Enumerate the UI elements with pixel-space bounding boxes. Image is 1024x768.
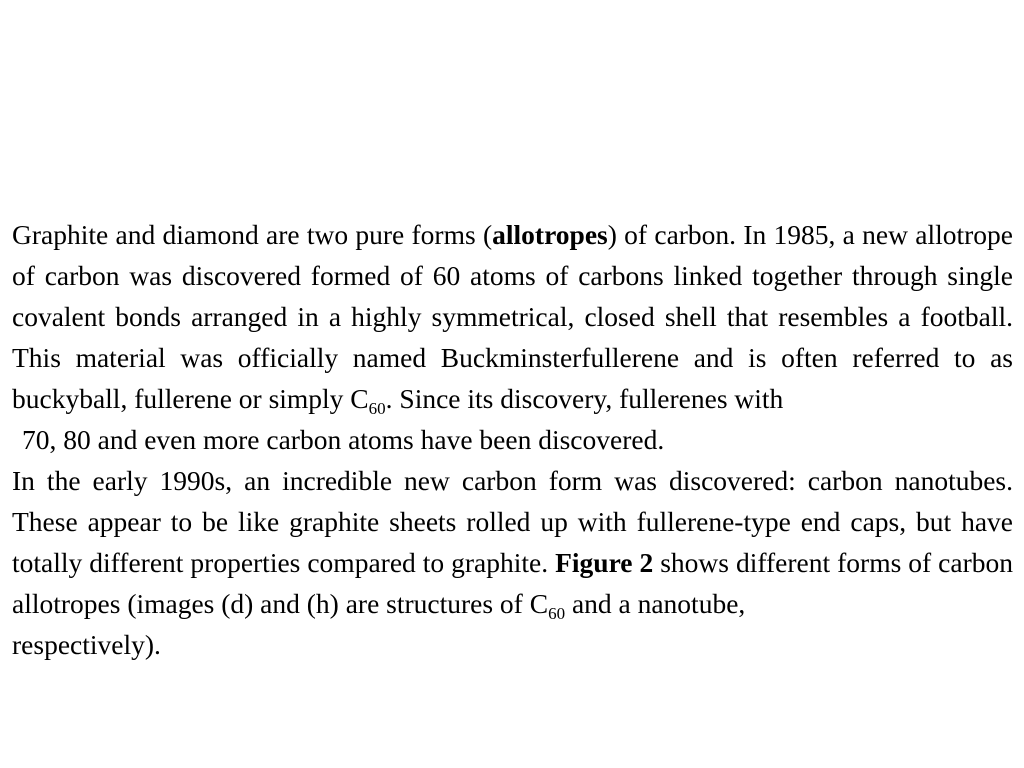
paragraph1-text-3: . Since its discovery, fullerenes with bbox=[385, 383, 784, 414]
paragraph-nanotubes bbox=[12, 460, 1013, 665]
paragraph1-text-1: Graphite and diamond are two pure forms ( bbox=[12, 219, 493, 250]
c60-subscript: 60 bbox=[368, 399, 386, 418]
allotropes-term: allotropes bbox=[492, 219, 608, 250]
paragraph2-text-2: shows different forms of carbon allotropes (images (d) and (h) are structures of C bbox=[12, 547, 1013, 619]
paragraph1-text-2: ) of carbon. In 1985, a new allotrope of carbon was discovered formed of 60 atoms of carbons linked together through single covalent bonds arranged in a highly symmetrical, closed shell that resembles a football. This material was officially named Buckminsterfullerene and is often referred to as buckyball, fullerene or simply C bbox=[12, 219, 1013, 414]
paragraph-allotropes bbox=[12, 214, 1013, 460]
paragraph2-text-3: and a nanotube, bbox=[565, 588, 746, 619]
paragraph1-text-4: 70, 80 and even more carbon atoms have been discovered. bbox=[22, 424, 665, 455]
paragraph2-final-line: respectively). bbox=[12, 629, 161, 660]
slide-body bbox=[12, 214, 1013, 665]
paragraph2-text-1: In the early 1990s, an incredible new carbon form was discovered: carbon nanotubes. These appear to be like graphite sheets rolled up with fullerene-type end caps, but have totally different properties compared to graphite. bbox=[12, 465, 1013, 578]
figure-reference: Figure 2 bbox=[555, 547, 654, 578]
c60-subscript-2: 60 bbox=[548, 604, 566, 623]
